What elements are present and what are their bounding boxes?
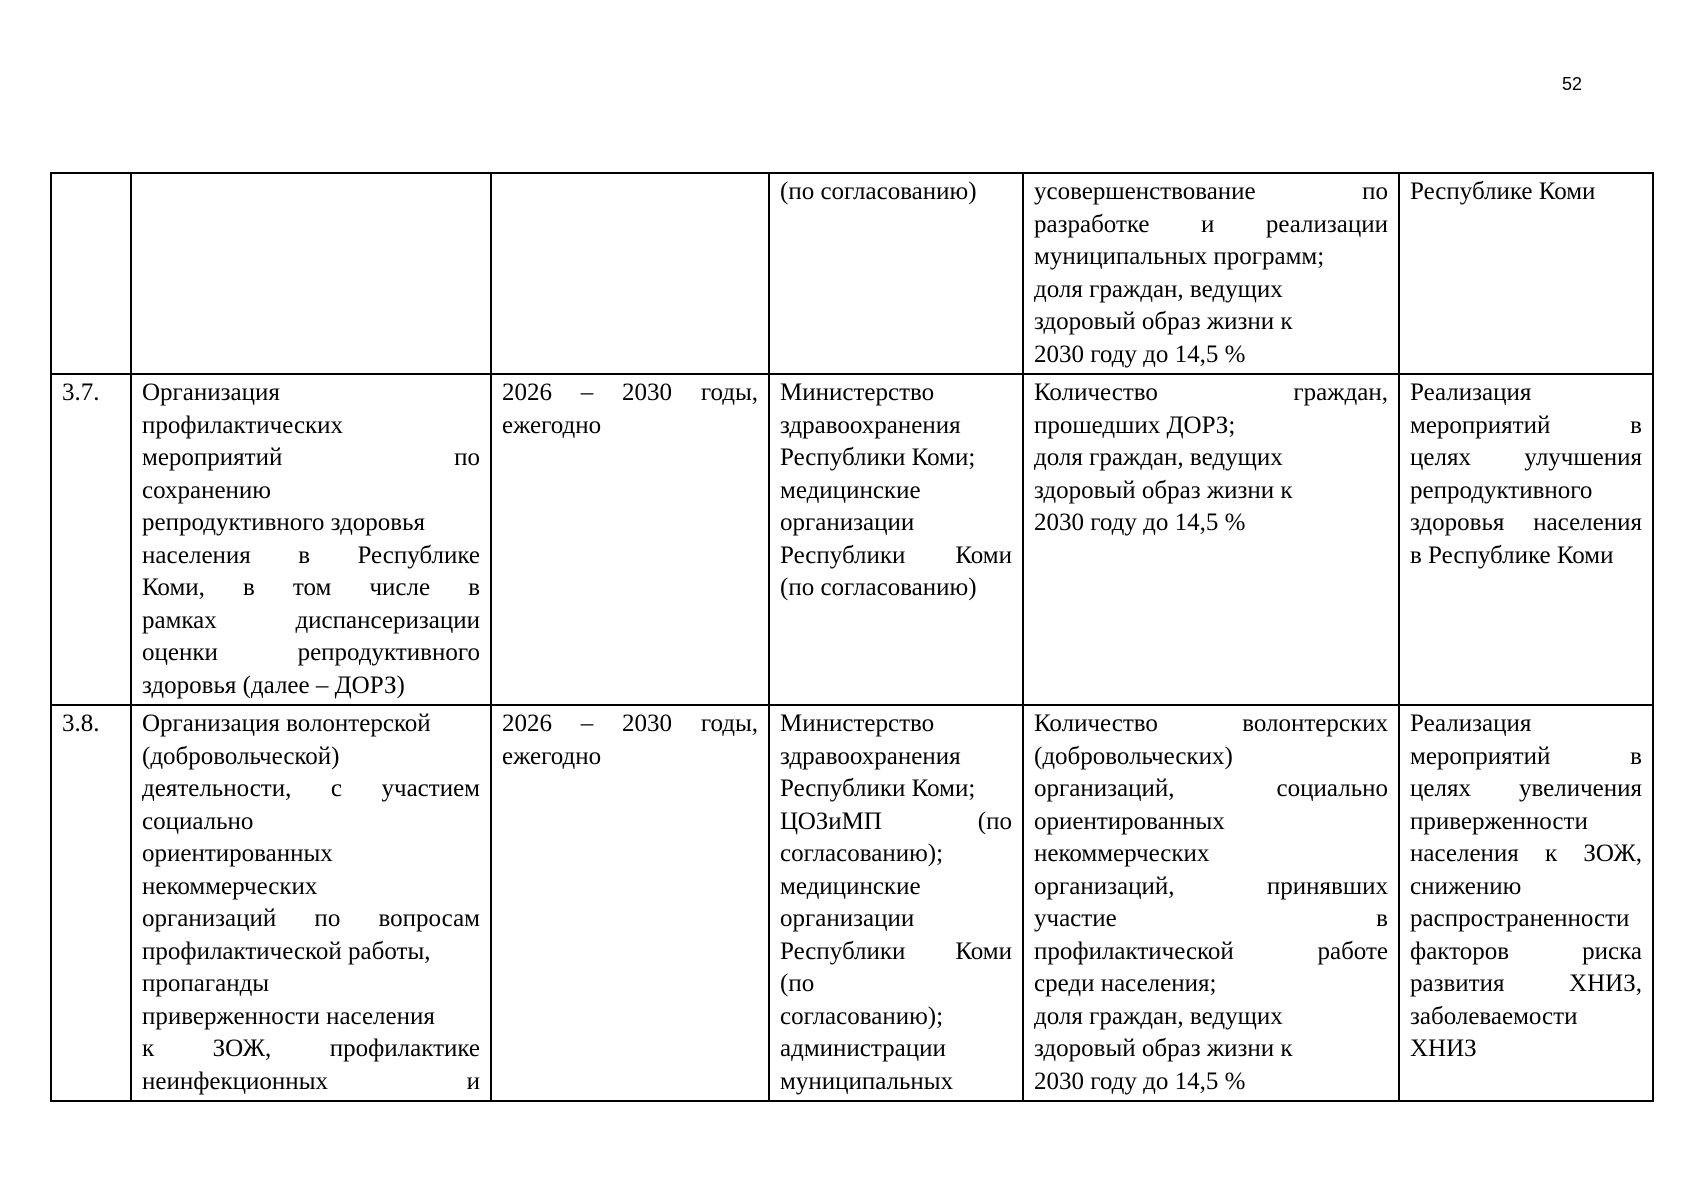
text-line: социально [142,807,254,835]
table-row [51,705,1653,1101]
text-line: Количество граждан, [1034,379,1388,406]
text-line: Реализация [1410,710,1532,737]
text-line: заболеваемости [1410,1002,1578,1030]
table-row [51,374,1653,705]
text-line: здоровья населения [1410,509,1642,536]
text-line: населения к ЗОЖ, [1410,840,1642,867]
text-line: здоровья (далее – ДОРЗ) [142,671,405,699]
text-line: приверженности населения [142,1002,435,1030]
text-line: в Республике Коми [1410,541,1614,569]
text-line: ХНИЗ [1410,1035,1477,1062]
text-line: 2030 году до 14,5 % [1034,1067,1246,1095]
cell-number: 3.8. [51,705,131,1101]
text-line: участие в [1034,905,1388,932]
cell-indicators [1023,374,1399,705]
text-line: муниципальных программ; [1034,243,1325,270]
text-line: деятельности, с участием [142,775,480,802]
text-line: некоммерческих [142,872,318,900]
text-line: доля граждан, ведущих [1034,1002,1283,1030]
cell-result [1399,705,1653,1101]
text-line: неинфекционных и [142,1067,480,1095]
text-line: мероприятий в [1410,411,1642,439]
cell-indicators [1023,173,1399,374]
text-line: Министерство [780,379,935,406]
text-line: 2026 – 2030 годы, [502,710,758,737]
table-body [51,173,1653,1101]
text-line: медицинские [780,476,921,504]
text-line: ежегодно [502,411,602,439]
text-line: к ЗОЖ, профилактике [142,1035,480,1062]
cell-activity [131,705,491,1101]
cell-executors [769,173,1023,374]
text-line: развития ХНИЗ, [1410,970,1642,997]
text-line: пропаганды [142,970,270,997]
text-line: мероприятий по [142,444,480,471]
text-line: Республике Коми [1410,178,1596,205]
text-line: организации [780,905,915,932]
text-line: усовершенствование по [1034,178,1388,205]
text-line: медицинские [780,872,921,900]
cell-period [491,173,769,374]
text-line: (по [780,970,815,997]
text-line: населения в Республике [142,541,480,569]
text-line: приверженности [1410,807,1588,835]
text-line: разработке и реализации [1034,210,1388,238]
text-line: организации [780,509,915,536]
cell-executors [769,705,1023,1101]
cell-activity [131,173,491,374]
text-line: прошедших ДОРЗ; [1034,411,1236,439]
text-line: (по согласованию) [780,178,977,205]
text-line: некоммерческих [1034,840,1210,867]
cell-result [1399,374,1653,705]
cell-period [491,705,769,1101]
cell-period [491,374,769,705]
text-line: организаций, социально [1034,775,1388,802]
page-number: 52 [1562,74,1583,94]
text-line: рамках диспансеризации [142,606,480,634]
text-line: 2026 – 2030 годы, [502,379,758,406]
text-line: организаций по вопросам [142,905,480,932]
cell-activity [131,374,491,705]
text-line: здоровый образ жизни к [1034,308,1293,335]
text-line: (по согласованию) [780,574,977,601]
cell-number [51,173,131,374]
text-line: 2030 году до 14,5 % [1034,340,1246,368]
text-line: (добровольческой) [142,742,340,770]
activities-table [50,172,1654,1102]
text-line: согласованию); [780,840,944,867]
text-line: распространенности [1410,905,1630,932]
cell-result [1399,173,1653,374]
text-line: согласованию); [780,1002,944,1030]
text-line: Реализация [1410,379,1532,406]
text-line: здоровый образ жизни к [1034,1035,1293,1062]
cell-indicators [1023,705,1399,1101]
text-line: Республики Коми; [780,444,976,471]
text-line: снижению [1410,872,1522,900]
text-line: доля граждан, ведущих [1034,444,1283,471]
text-line: среди населения; [1034,970,1217,997]
text-line: доля граждан, ведущих [1034,275,1283,303]
text-line: ориентированных [1034,807,1225,835]
text-line: Организация волонтерской [142,710,431,737]
text-line: репродуктивного [1410,476,1593,504]
text-line: здоровый образ жизни к [1034,476,1293,504]
table-row [51,173,1653,374]
text-line: профилактической работе [1034,937,1388,965]
text-line: Количество волонтерских [1034,710,1388,737]
text-line: Республики Коми; [780,775,976,802]
text-line: Министерство [780,710,935,737]
text-line: ориентированных [142,840,333,867]
text-line: здравоохранения [780,411,961,439]
text-line: организаций, принявших [1034,872,1388,900]
text-line: ежегодно [502,742,602,770]
text-line: муниципальных [780,1067,954,1095]
text-line: 2030 году до 14,5 % [1034,509,1246,536]
cell-executors [769,374,1023,705]
text-line: Республики Коми [780,541,1012,569]
text-line: администрации [780,1035,946,1062]
text-line: здравоохранения [780,742,961,770]
text-line: репродуктивного здоровья [142,509,426,536]
text-line: Организация [142,379,280,406]
text-line: Республики Коми [780,937,1012,965]
text-line: целях увеличения [1410,775,1642,802]
text-line: Коми, в том числе в [142,574,480,601]
text-line: целях улучшения [1410,444,1642,471]
text-line: мероприятий в [1410,742,1642,770]
text-line: ЦОЗиМП (по [780,807,1012,835]
text-line: сохранению [142,476,271,504]
text-line: факторов риска [1410,937,1642,965]
cell-number: 3.7. [51,374,131,705]
text-line: профилактической работы, [142,937,431,965]
text-line: оценки репродуктивного [142,639,480,666]
text-line: профилактических [142,411,344,439]
text-line: (добровольческих) [1034,742,1233,770]
